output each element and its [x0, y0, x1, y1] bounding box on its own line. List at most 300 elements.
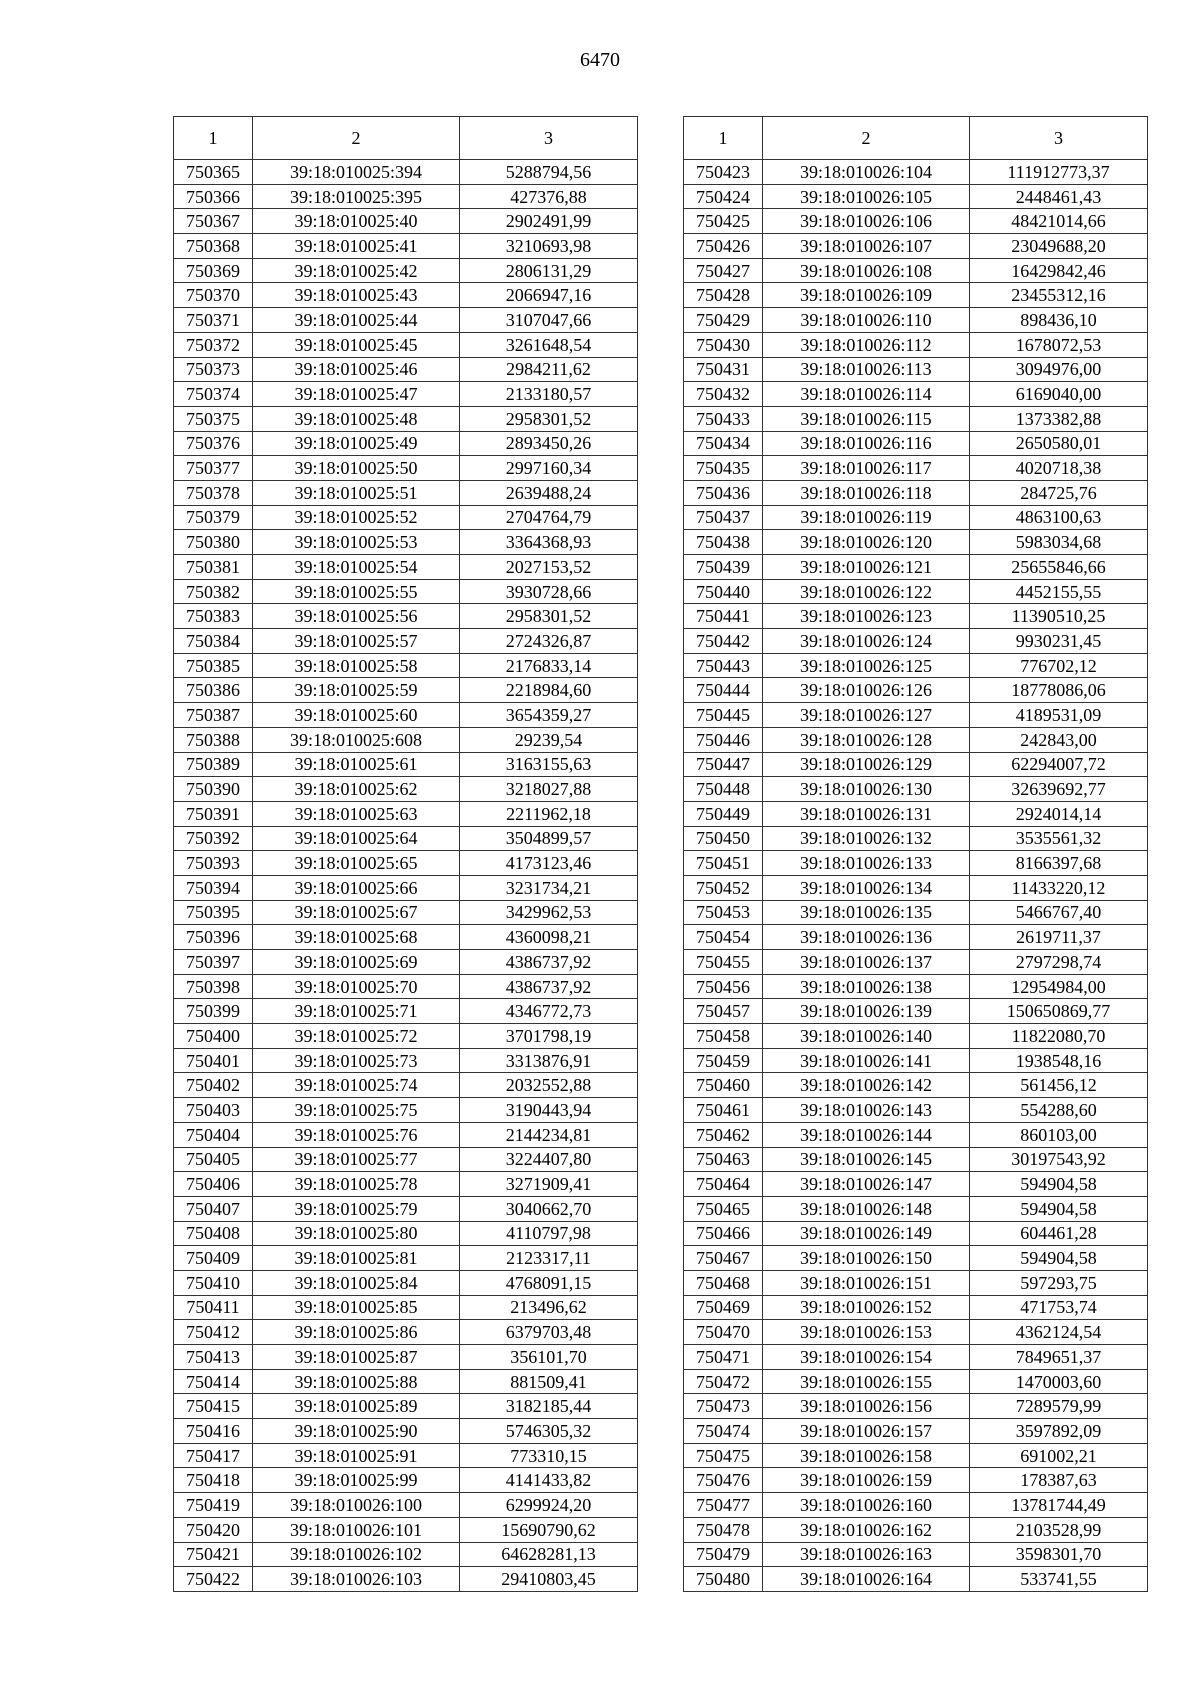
table-row — [174, 1024, 638, 1049]
row-number-cell: 750480 — [684, 1567, 763, 1592]
row-number-cell: 750368 — [174, 234, 253, 259]
table-row — [174, 1073, 638, 1098]
table-row — [684, 1098, 1148, 1123]
value-cell: 29239,54 — [460, 727, 638, 752]
cadastral-number-cell: 39:18:010026:126 — [763, 678, 970, 703]
cadastral-number-cell: 39:18:010026:155 — [763, 1369, 970, 1394]
value-cell: 2902491,99 — [460, 209, 638, 234]
row-number-cell: 750384 — [174, 629, 253, 654]
value-cell: 7289579,99 — [970, 1394, 1148, 1419]
value-cell: 4141433,82 — [460, 1468, 638, 1493]
row-number-cell: 750475 — [684, 1443, 763, 1468]
row-number-cell: 750458 — [684, 1024, 763, 1049]
value-cell: 62294007,72 — [970, 752, 1148, 777]
table-row — [174, 1196, 638, 1221]
right-register-table — [683, 116, 1148, 1592]
value-cell: 2066947,16 — [460, 283, 638, 308]
value-cell: 2133180,57 — [460, 382, 638, 407]
row-number-cell: 750412 — [174, 1320, 253, 1345]
cadastral-number-cell: 39:18:010025:42 — [253, 258, 460, 283]
cadastral-number-cell: 39:18:010026:141 — [763, 1048, 970, 1073]
value-cell: 356101,70 — [460, 1345, 638, 1370]
table-row — [684, 678, 1148, 703]
value-cell: 594904,58 — [970, 1172, 1148, 1197]
row-number-cell: 750376 — [174, 431, 253, 456]
cadastral-number-cell: 39:18:010025:84 — [253, 1270, 460, 1295]
value-cell: 3040662,70 — [460, 1196, 638, 1221]
cadastral-number-cell: 39:18:010026:142 — [763, 1073, 970, 1098]
cadastral-number-cell: 39:18:010026:133 — [763, 851, 970, 876]
row-number-cell: 750464 — [684, 1172, 763, 1197]
cadastral-number-cell: 39:18:010025:53 — [253, 530, 460, 555]
value-cell: 48421014,66 — [970, 209, 1148, 234]
value-cell: 2958301,52 — [460, 406, 638, 431]
table-row — [684, 1172, 1148, 1197]
row-number-cell: 750465 — [684, 1196, 763, 1221]
table-row — [174, 1172, 638, 1197]
cadastral-number-cell: 39:18:010025:79 — [253, 1196, 460, 1221]
cadastral-number-cell: 39:18:010026:103 — [253, 1567, 460, 1592]
cadastral-number-cell: 39:18:010026:138 — [763, 974, 970, 999]
cadastral-number-cell: 39:18:010025:70 — [253, 974, 460, 999]
table-row — [174, 258, 638, 283]
value-cell: 2103528,99 — [970, 1517, 1148, 1542]
value-cell: 18778086,06 — [970, 678, 1148, 703]
cadastral-number-cell: 39:18:010025:56 — [253, 604, 460, 629]
cadastral-number-cell: 39:18:010025:88 — [253, 1369, 460, 1394]
row-number-cell: 750457 — [684, 999, 763, 1024]
cadastral-number-cell: 39:18:010026:144 — [763, 1122, 970, 1147]
row-number-cell: 750472 — [684, 1369, 763, 1394]
column-header-value: 3 — [970, 117, 1148, 160]
table-row — [684, 604, 1148, 629]
row-number-cell: 750421 — [174, 1542, 253, 1567]
row-number-cell: 750455 — [684, 950, 763, 975]
row-number-cell: 750366 — [174, 184, 253, 209]
cadastral-number-cell: 39:18:010026:160 — [763, 1493, 970, 1518]
row-number-cell: 750479 — [684, 1542, 763, 1567]
value-cell: 2806131,29 — [460, 258, 638, 283]
table-row — [174, 555, 638, 580]
table-row — [174, 1394, 638, 1419]
cadastral-number-cell: 39:18:010025:99 — [253, 1468, 460, 1493]
value-cell: 594904,58 — [970, 1196, 1148, 1221]
row-number-cell: 750400 — [174, 1024, 253, 1049]
row-number-cell: 750399 — [174, 999, 253, 1024]
table-row — [684, 382, 1148, 407]
value-cell: 242843,00 — [970, 727, 1148, 752]
row-number-cell: 750437 — [684, 505, 763, 530]
cadastral-number-cell: 39:18:010026:149 — [763, 1221, 970, 1246]
row-number-cell: 750379 — [174, 505, 253, 530]
cadastral-number-cell: 39:18:010026:114 — [763, 382, 970, 407]
cadastral-number-cell: 39:18:010026:101 — [253, 1517, 460, 1542]
row-number-cell: 750393 — [174, 851, 253, 876]
value-cell: 773310,15 — [460, 1443, 638, 1468]
value-cell: 3094976,00 — [970, 357, 1148, 382]
table-row — [174, 456, 638, 481]
value-cell: 2176833,14 — [460, 653, 638, 678]
row-number-cell: 750416 — [174, 1419, 253, 1444]
value-cell: 427376,88 — [460, 184, 638, 209]
cadastral-number-cell: 39:18:010026:124 — [763, 629, 970, 654]
row-number-cell: 750445 — [684, 703, 763, 728]
row-number-cell: 750474 — [684, 1419, 763, 1444]
value-cell: 2027153,52 — [460, 555, 638, 580]
cadastral-number-cell: 39:18:010025:89 — [253, 1394, 460, 1419]
table-row — [684, 629, 1148, 654]
table-row — [684, 752, 1148, 777]
row-number-cell: 750396 — [174, 925, 253, 950]
cadastral-number-cell: 39:18:010026:122 — [763, 579, 970, 604]
table-row — [684, 530, 1148, 555]
row-number-cell: 750417 — [174, 1443, 253, 1468]
value-cell: 2958301,52 — [460, 604, 638, 629]
cadastral-number-cell: 39:18:010026:104 — [763, 160, 970, 185]
row-number-cell: 750392 — [174, 826, 253, 851]
table-row — [684, 925, 1148, 950]
row-number-cell: 750453 — [684, 900, 763, 925]
cadastral-number-cell: 39:18:010025:67 — [253, 900, 460, 925]
cadastral-number-cell: 39:18:010026:123 — [763, 604, 970, 629]
row-number-cell: 750406 — [174, 1172, 253, 1197]
value-cell: 3654359,27 — [460, 703, 638, 728]
table-row — [684, 258, 1148, 283]
row-number-cell: 750377 — [174, 456, 253, 481]
row-number-cell: 750420 — [174, 1517, 253, 1542]
row-number-cell: 750450 — [684, 826, 763, 851]
table-row — [174, 678, 638, 703]
cadastral-number-cell: 39:18:010026:153 — [763, 1320, 970, 1345]
value-cell: 4360098,21 — [460, 925, 638, 950]
table-row — [684, 406, 1148, 431]
table-row — [684, 851, 1148, 876]
value-cell: 2984211,62 — [460, 357, 638, 382]
cadastral-number-cell: 39:18:010026:118 — [763, 480, 970, 505]
cadastral-number-cell: 39:18:010026:156 — [763, 1394, 970, 1419]
cadastral-number-cell: 39:18:010026:120 — [763, 530, 970, 555]
value-cell: 3163155,63 — [460, 752, 638, 777]
table-row — [174, 1443, 638, 1468]
cadastral-number-cell: 39:18:010025:59 — [253, 678, 460, 703]
row-number-cell: 750380 — [174, 530, 253, 555]
row-number-cell: 750473 — [684, 1394, 763, 1419]
cadastral-number-cell: 39:18:010025:73 — [253, 1048, 460, 1073]
table-row — [174, 629, 638, 654]
table-row — [684, 1196, 1148, 1221]
cadastral-number-cell: 39:18:010025:91 — [253, 1443, 460, 1468]
table-row — [174, 1270, 638, 1295]
cadastral-number-cell: 39:18:010025:47 — [253, 382, 460, 407]
value-cell: 64628281,13 — [460, 1542, 638, 1567]
table-row — [174, 431, 638, 456]
table-row — [684, 1394, 1148, 1419]
value-cell: 4362124,54 — [970, 1320, 1148, 1345]
table-row — [684, 209, 1148, 234]
value-cell: 3429962,53 — [460, 900, 638, 925]
table-row — [684, 1320, 1148, 1345]
value-cell: 471753,74 — [970, 1295, 1148, 1320]
cadastral-number-cell: 39:18:010025:74 — [253, 1073, 460, 1098]
cadastral-number-cell: 39:18:010025:45 — [253, 332, 460, 357]
cadastral-number-cell: 39:18:010025:49 — [253, 431, 460, 456]
row-number-cell: 750463 — [684, 1147, 763, 1172]
row-number-cell: 750394 — [174, 875, 253, 900]
value-cell: 111912773,37 — [970, 160, 1148, 185]
cadastral-number-cell: 39:18:010025:608 — [253, 727, 460, 752]
table-row — [174, 579, 638, 604]
value-cell: 4346772,73 — [460, 999, 638, 1024]
table-row — [684, 950, 1148, 975]
cadastral-number-cell: 39:18:010026:143 — [763, 1098, 970, 1123]
table-row — [684, 1517, 1148, 1542]
cadastral-number-cell: 39:18:010025:394 — [253, 160, 460, 185]
cadastral-number-cell: 39:18:010025:54 — [253, 555, 460, 580]
cadastral-number-cell: 39:18:010026:140 — [763, 1024, 970, 1049]
row-number-cell: 750365 — [174, 160, 253, 185]
value-cell: 533741,55 — [970, 1567, 1148, 1592]
table-row — [174, 826, 638, 851]
value-cell: 691002,21 — [970, 1443, 1148, 1468]
cadastral-number-cell: 39:18:010025:48 — [253, 406, 460, 431]
row-number-cell: 750430 — [684, 332, 763, 357]
table-row — [174, 234, 638, 259]
cadastral-number-cell: 39:18:010025:57 — [253, 629, 460, 654]
cadastral-number-cell: 39:18:010026:121 — [763, 555, 970, 580]
cadastral-number-cell: 39:18:010026:112 — [763, 332, 970, 357]
cadastral-number-cell: 39:18:010026:152 — [763, 1295, 970, 1320]
value-cell: 4189531,09 — [970, 703, 1148, 728]
value-cell: 150650869,77 — [970, 999, 1148, 1024]
value-cell: 4110797,98 — [460, 1221, 638, 1246]
row-number-cell: 750383 — [174, 604, 253, 629]
cadastral-number-cell: 39:18:010025:55 — [253, 579, 460, 604]
value-cell: 5466767,40 — [970, 900, 1148, 925]
value-cell: 2797298,74 — [970, 950, 1148, 975]
row-number-cell: 750431 — [684, 357, 763, 382]
row-number-cell: 750382 — [174, 579, 253, 604]
cadastral-number-cell: 39:18:010026:150 — [763, 1246, 970, 1271]
value-cell: 5746305,32 — [460, 1419, 638, 1444]
table-row — [174, 480, 638, 505]
value-cell: 29410803,45 — [460, 1567, 638, 1592]
table-row — [174, 801, 638, 826]
value-cell: 23455312,16 — [970, 283, 1148, 308]
cadastral-number-cell: 39:18:010026:157 — [763, 1419, 970, 1444]
cadastral-number-cell: 39:18:010026:106 — [763, 209, 970, 234]
table-row — [174, 332, 638, 357]
value-cell: 594904,58 — [970, 1246, 1148, 1271]
value-cell: 213496,62 — [460, 1295, 638, 1320]
cadastral-number-cell: 39:18:010026:145 — [763, 1147, 970, 1172]
value-cell: 4452155,55 — [970, 579, 1148, 604]
table-row — [174, 925, 638, 950]
row-number-cell: 750378 — [174, 480, 253, 505]
cadastral-number-cell: 39:18:010025:75 — [253, 1098, 460, 1123]
cadastral-number-cell: 39:18:010026:125 — [763, 653, 970, 678]
column-header-value: 3 — [460, 117, 638, 160]
value-cell: 2724326,87 — [460, 629, 638, 654]
cadastral-number-cell: 39:18:010026:162 — [763, 1517, 970, 1542]
cadastral-number-cell: 39:18:010025:62 — [253, 777, 460, 802]
cadastral-number-cell: 39:18:010025:395 — [253, 184, 460, 209]
table-row — [684, 777, 1148, 802]
row-number-cell: 750424 — [684, 184, 763, 209]
row-number-cell: 750434 — [684, 431, 763, 456]
value-cell: 5983034,68 — [970, 530, 1148, 555]
value-cell: 178387,63 — [970, 1468, 1148, 1493]
table-row — [684, 1048, 1148, 1073]
value-cell: 561456,12 — [970, 1073, 1148, 1098]
table-row — [684, 555, 1148, 580]
cadastral-number-cell: 39:18:010026:113 — [763, 357, 970, 382]
table-row — [684, 234, 1148, 259]
table-row — [684, 1270, 1148, 1295]
column-header-cadastral-number: 2 — [253, 117, 460, 160]
row-number-cell: 750429 — [684, 308, 763, 333]
value-cell: 8166397,68 — [970, 851, 1148, 876]
cadastral-number-cell: 39:18:010026:110 — [763, 308, 970, 333]
cadastral-number-cell: 39:18:010026:131 — [763, 801, 970, 826]
cadastral-number-cell: 39:18:010025:76 — [253, 1122, 460, 1147]
cadastral-number-cell: 39:18:010025:41 — [253, 234, 460, 259]
row-number-cell: 750443 — [684, 653, 763, 678]
cadastral-number-cell: 39:18:010025:87 — [253, 1345, 460, 1370]
table-row — [684, 703, 1148, 728]
value-cell: 9930231,45 — [970, 629, 1148, 654]
cadastral-number-cell: 39:18:010026:148 — [763, 1196, 970, 1221]
table-row — [174, 653, 638, 678]
table-row — [684, 900, 1148, 925]
table-row — [684, 1493, 1148, 1518]
table-row — [684, 653, 1148, 678]
cadastral-number-cell: 39:18:010026:130 — [763, 777, 970, 802]
row-number-cell: 750390 — [174, 777, 253, 802]
table-row — [174, 1221, 638, 1246]
row-number-cell: 750427 — [684, 258, 763, 283]
row-number-cell: 750388 — [174, 727, 253, 752]
row-number-cell: 750403 — [174, 1098, 253, 1123]
table-row — [684, 1122, 1148, 1147]
cadastral-number-cell: 39:18:010026:135 — [763, 900, 970, 925]
row-number-cell: 750469 — [684, 1295, 763, 1320]
table-row — [174, 160, 638, 185]
cadastral-number-cell: 39:18:010026:108 — [763, 258, 970, 283]
table-row — [174, 1295, 638, 1320]
cadastral-number-cell: 39:18:010026:127 — [763, 703, 970, 728]
row-number-cell: 750460 — [684, 1073, 763, 1098]
table-row — [684, 456, 1148, 481]
value-cell: 3224407,80 — [460, 1147, 638, 1172]
row-number-cell: 750402 — [174, 1073, 253, 1098]
value-cell: 2211962,18 — [460, 801, 638, 826]
table-row — [684, 1369, 1148, 1394]
table-row — [684, 1221, 1148, 1246]
value-cell: 1678072,53 — [970, 332, 1148, 357]
cadastral-number-cell: 39:18:010026:159 — [763, 1468, 970, 1493]
cadastral-number-cell: 39:18:010025:65 — [253, 851, 460, 876]
cadastral-number-cell: 39:18:010025:78 — [253, 1172, 460, 1197]
row-number-cell: 750386 — [174, 678, 253, 703]
table-row — [174, 752, 638, 777]
value-cell: 13781744,49 — [970, 1493, 1148, 1518]
row-number-cell: 750397 — [174, 950, 253, 975]
row-number-cell: 750370 — [174, 283, 253, 308]
value-cell: 2218984,60 — [460, 678, 638, 703]
cadastral-number-cell: 39:18:010026:128 — [763, 727, 970, 752]
cadastral-number-cell: 39:18:010025:66 — [253, 875, 460, 900]
value-cell: 11390510,25 — [970, 604, 1148, 629]
cadastral-number-cell: 39:18:010026:151 — [763, 1270, 970, 1295]
value-cell: 284725,76 — [970, 480, 1148, 505]
row-number-cell: 750371 — [174, 308, 253, 333]
cadastral-number-cell: 39:18:010026:116 — [763, 431, 970, 456]
page-number: 6470 — [580, 49, 620, 71]
table-row — [174, 1542, 638, 1567]
row-number-cell: 750419 — [174, 1493, 253, 1518]
value-cell: 5288794,56 — [460, 160, 638, 185]
row-number-cell: 750408 — [174, 1221, 253, 1246]
cadastral-number-cell: 39:18:010025:90 — [253, 1419, 460, 1444]
cadastral-number-cell: 39:18:010026:137 — [763, 950, 970, 975]
value-cell: 860103,00 — [970, 1122, 1148, 1147]
row-number-cell: 750442 — [684, 629, 763, 654]
cadastral-number-cell: 39:18:010026:164 — [763, 1567, 970, 1592]
table-row — [684, 826, 1148, 851]
table-row — [684, 801, 1148, 826]
cadastral-number-cell: 39:18:010025:86 — [253, 1320, 460, 1345]
column-header-number: 1 — [174, 117, 253, 160]
row-number-cell: 750435 — [684, 456, 763, 481]
row-number-cell: 750441 — [684, 604, 763, 629]
value-cell: 25655846,66 — [970, 555, 1148, 580]
value-cell: 3364368,93 — [460, 530, 638, 555]
value-cell: 16429842,46 — [970, 258, 1148, 283]
row-number-cell: 750448 — [684, 777, 763, 802]
value-cell: 3597892,09 — [970, 1419, 1148, 1444]
value-cell: 4386737,92 — [460, 950, 638, 975]
value-cell: 2144234,81 — [460, 1122, 638, 1147]
value-cell: 2123317,11 — [460, 1246, 638, 1271]
value-cell: 3313876,91 — [460, 1048, 638, 1073]
value-cell: 6169040,00 — [970, 382, 1148, 407]
row-number-cell: 750433 — [684, 406, 763, 431]
table-row — [684, 579, 1148, 604]
cadastral-number-cell: 39:18:010025:77 — [253, 1147, 460, 1172]
row-number-cell: 750456 — [684, 974, 763, 999]
table-row — [174, 1493, 638, 1518]
row-number-cell: 750444 — [684, 678, 763, 703]
table-row — [684, 727, 1148, 752]
row-number-cell: 750413 — [174, 1345, 253, 1370]
value-cell: 3190443,94 — [460, 1098, 638, 1123]
column-header-cadastral-number: 2 — [763, 117, 970, 160]
value-cell: 554288,60 — [970, 1098, 1148, 1123]
value-cell: 3535561,32 — [970, 826, 1148, 851]
value-cell: 776702,12 — [970, 653, 1148, 678]
table-row — [684, 160, 1148, 185]
table-row — [174, 1147, 638, 1172]
value-cell: 3218027,88 — [460, 777, 638, 802]
row-number-cell: 750446 — [684, 727, 763, 752]
table-row — [174, 900, 638, 925]
row-number-cell: 750439 — [684, 555, 763, 580]
table-row — [174, 1345, 638, 1370]
table-row — [174, 1369, 638, 1394]
cadastral-number-cell: 39:18:010026:100 — [253, 1493, 460, 1518]
table-row — [174, 283, 638, 308]
cadastral-number-cell: 39:18:010026:129 — [763, 752, 970, 777]
